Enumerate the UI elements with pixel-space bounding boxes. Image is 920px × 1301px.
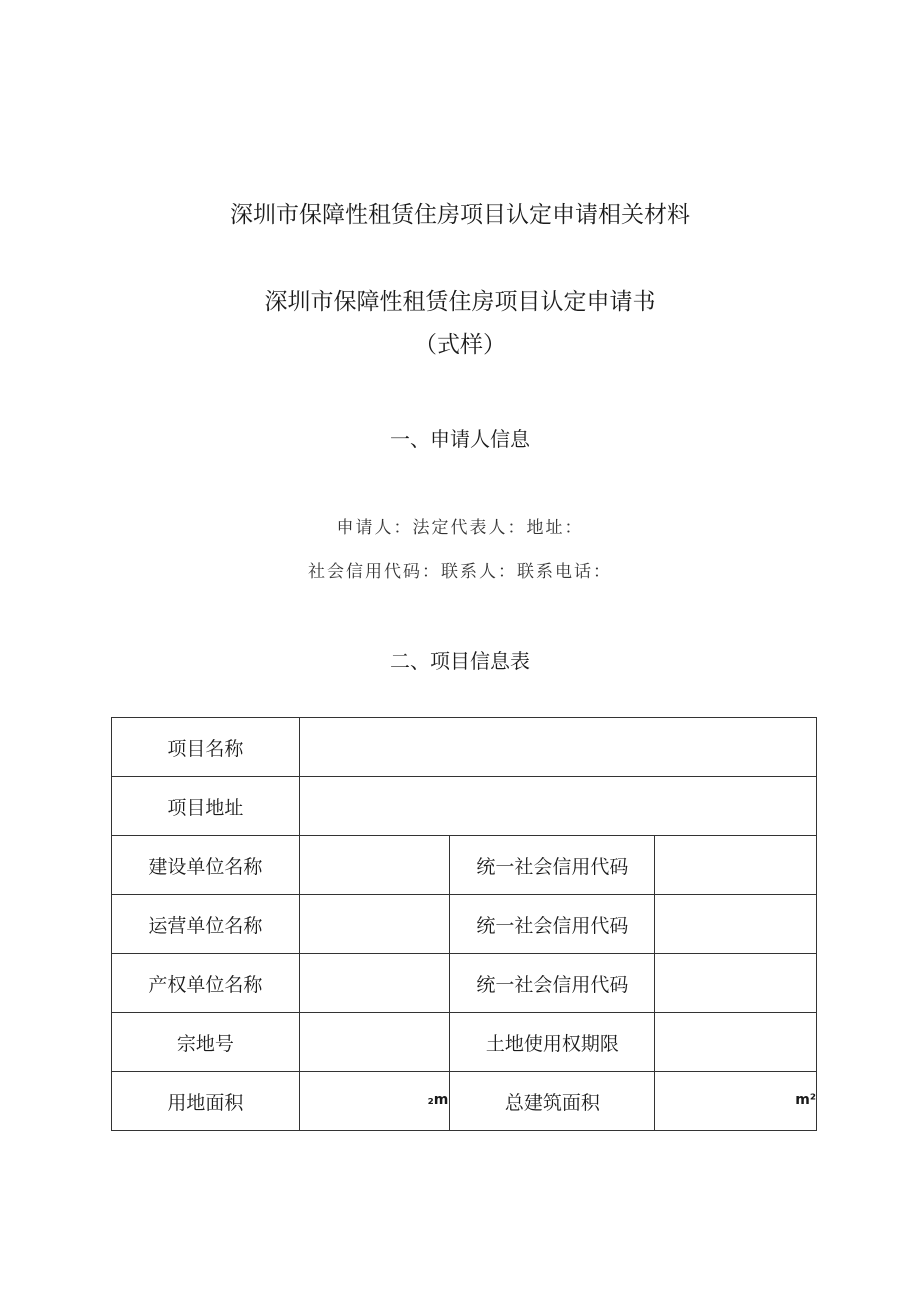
project-address-value[interactable] bbox=[299, 777, 816, 836]
builder-name-label: 建设单位名称 bbox=[112, 836, 300, 895]
land-area-unit: ₂m bbox=[427, 1092, 449, 1108]
operator-name-label: 运营单位名称 bbox=[112, 895, 300, 954]
table-row bbox=[112, 777, 817, 836]
builder-code-label: 统一社会信用代码 bbox=[450, 836, 655, 895]
applicant-info-line-1: 申请人：法定代表人：地址： bbox=[336, 518, 584, 538]
project-name-label: 项目名称 bbox=[112, 718, 300, 777]
land-term-value[interactable] bbox=[655, 1013, 817, 1072]
project-info-table bbox=[111, 717, 817, 1131]
builder-name-value[interactable] bbox=[299, 836, 450, 895]
sample-note: （式样） bbox=[414, 332, 506, 358]
floor-area-label: 总建筑面积 bbox=[450, 1072, 655, 1131]
operator-name-value[interactable] bbox=[299, 895, 450, 954]
table-row bbox=[112, 1013, 817, 1072]
owner-code-label: 统一社会信用代码 bbox=[450, 954, 655, 1013]
owner-code-value[interactable] bbox=[655, 954, 817, 1013]
applicant-info-line-2: 社会信用代码：联系人：联系电话： bbox=[308, 562, 612, 582]
land-area-label: 用地面积 bbox=[112, 1072, 300, 1131]
land-term-label: 土地使用权期限 bbox=[450, 1013, 655, 1072]
section-applicant-heading: 一、申请人信息 bbox=[390, 427, 530, 451]
table-row bbox=[112, 718, 817, 777]
table-row bbox=[112, 895, 817, 954]
floor-area-value[interactable] bbox=[655, 1072, 817, 1131]
operator-code-label: 统一社会信用代码 bbox=[450, 895, 655, 954]
operator-code-value[interactable] bbox=[655, 895, 817, 954]
table-row bbox=[112, 954, 817, 1013]
table-row bbox=[112, 836, 817, 895]
table-row bbox=[112, 1072, 817, 1131]
document-title: 深圳市保障性租赁住房项目认定申请相关材料 bbox=[230, 202, 690, 228]
parcel-no-value[interactable] bbox=[299, 1013, 450, 1072]
section-project-heading: 二、项目信息表 bbox=[390, 649, 530, 673]
land-area-value[interactable] bbox=[299, 1072, 450, 1131]
floor-area-unit: m² bbox=[795, 1092, 816, 1108]
owner-name-label: 产权单位名称 bbox=[112, 954, 300, 1013]
form-title: 深圳市保障性租赁住房项目认定申请书 bbox=[264, 289, 656, 315]
project-address-label: 项目地址 bbox=[112, 777, 300, 836]
owner-name-value[interactable] bbox=[299, 954, 450, 1013]
parcel-no-label: 宗地号 bbox=[112, 1013, 300, 1072]
builder-code-value[interactable] bbox=[655, 836, 817, 895]
project-name-value[interactable] bbox=[299, 718, 816, 777]
